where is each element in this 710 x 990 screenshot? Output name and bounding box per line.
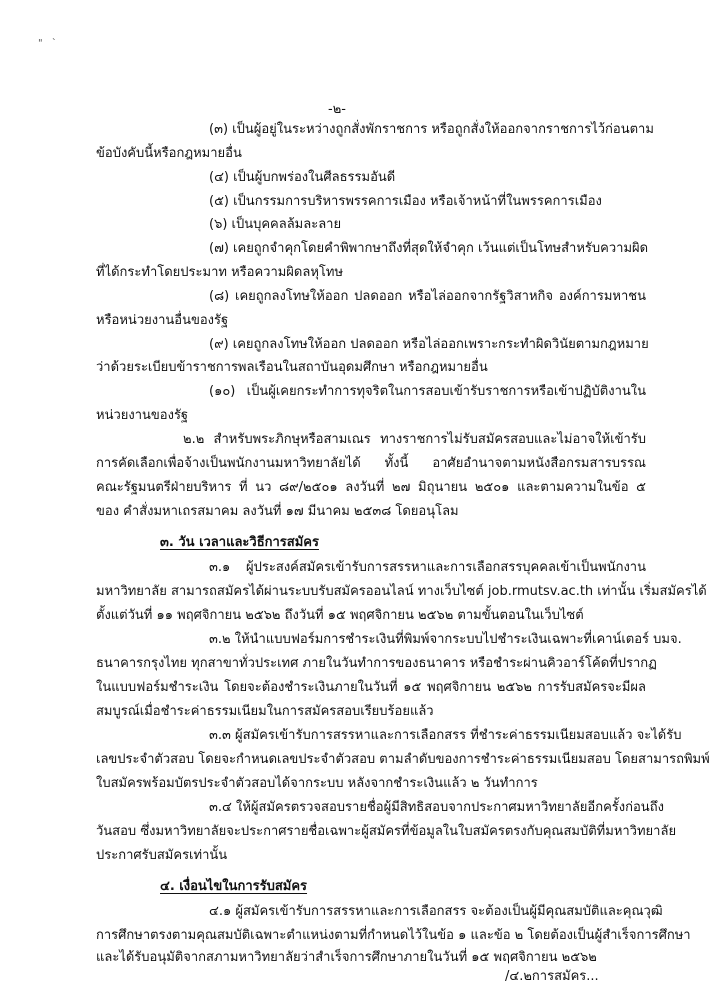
clause-2-2-line-2: การคัดเลือกเพื่อจ้างเป็นพนักงานมหาวิทยาลัยได้ ทั้งนี้ อาศัยอำนาจตามหนังสือกรมสารบรรณ xyxy=(96,456,646,471)
clause-4-1-line-1: ๔.๑ ผู้สมัครเข้ารับการสรรหาและการเลือกสรร จะต้องเป็นผู้มีคุณสมบัติและคุณวุฒิ xyxy=(209,904,663,919)
clause-3-3-line-2: เลขประจำตัวสอบ โดยจะกำหนดเลขประจำตัวสอบ ตามลำดับของการชำระค่าธรรมเนียมสอบ โดยสามารถพิมพ์ xyxy=(96,752,710,767)
clause-2-2-line-1: ๒.๒ สำหรับพระภิกษุหรือสามเณร ทางราชการไม่รับสมัครสอบและไม่อาจให้เข้ารับ xyxy=(183,432,646,447)
clause-2-2-line-3: คณะรัฐมนตรีฝ่ายบริหาร ที่ นว ๘๙/๒๕๐๑ ลงวันที่ ๒๗ มิถุนายน ๒๕๐๑ และตามความในข้อ ๕ xyxy=(96,480,646,495)
clause-3-4-line-2: วันสอบ ซึ่งมหาวิทยาลัยจะประกาศรายชื่อเฉพาะผู้สมัครที่ข้อมูลในใบสมัครตรงกับคุณสมบัติที่มหาวิทยาลัย xyxy=(96,824,677,839)
clause-3-3-line-3: ใบสมัครพร้อมบัตรประจำตัวสอบได้จากระบบ หลังจากชำระเงินแล้ว ๒ วันทำการ xyxy=(96,776,538,791)
item-6: (๖) เป็นบุคคลล้มละลาย xyxy=(209,217,342,232)
item-10-line-1: (๑๐) เป็นผู้เคยกระทำการทุจริตในการสอบเข้ารับราชการหรือเข้าปฏิบัติงานใน xyxy=(209,384,646,399)
clause-4-1-line-2: การศึกษาตรงตามคุณสมบัติเฉพาะตำแหน่งตามที่กำหนดไว้ในข้อ ๑ และข้อ ๒ โดยต้องเป็นผู้สำเร็จการศึกษา xyxy=(96,928,691,943)
scan-corner-mark: " ` xyxy=(38,38,60,49)
clause-3-1-line-2: มหาวิทยาลัย สามารถสมัครได้ผ่านระบบรับสมัครออนไลน์ ทางเว็บไซต์ job.rmutsv.ac.th เท่านั้น เริ่มสมัครได้ xyxy=(96,584,707,599)
clause-3-1-line-3: ตั้งแต่วันที่ ๑๑ พฤศจิกายน ๒๕๖๒ ถึงวันที่ ๑๕ พฤศจิกายน ๒๕๖๒ ตามขั้นตอนในเว็บไซต์ xyxy=(96,608,584,623)
continuation-marker: /๔.๒การสมัคร... xyxy=(505,969,599,984)
clause-3-2-line-3: ในแบบฟอร์มชำระเงิน โดยจะต้องชำระเงินภายในวันที่ ๑๕ พฤศจิกายน ๒๕๖๒ การรับสมัครจะมีผล xyxy=(96,680,646,695)
clause-4-1-line-3: และได้รับอนุมัติจากสภามหาวิทยาลัยว่าสำเร็จการศึกษาภายในวันที่ ๑๕ พฤศจิกายน ๒๕๖๒ xyxy=(96,950,597,965)
item-8-line-1: (๘) เคยถูกลงโทษให้ออก ปลดออก หรือไล่ออกจากรัฐวิสาหกิจ องค์การมหาชน xyxy=(209,289,646,304)
section-4-heading: ๔. เงื่อนไขในการรับสมัคร xyxy=(160,879,308,894)
clause-3-1-line-1: ๓.๑ ผู้ประสงค์สมัครเข้ารับการสรรหาและการเลือกสรรบุคคลเข้าเป็นพนักงาน xyxy=(209,560,646,575)
clause-3-4-line-1: ๓.๔ ให้ผู้สมัครตรวจสอบรายชื่อผู้มีสิทธิสอบจากประกาศมหาวิทยาลัยอีกครั้งก่อนถึง xyxy=(209,800,664,815)
section-3-heading: ๓. วัน เวลาและวิธีการสมัคร xyxy=(160,535,319,550)
clause-3-4-line-3: ประกาศรับสมัครเท่านั้น xyxy=(96,848,228,863)
item-9-line-1: (๙) เคยถูกลงโทษให้ออก ปลดออก หรือไล่ออกเพราะกระทำผิดวินัยตามกฎหมาย xyxy=(209,337,649,352)
item-4: (๔) เป็นผู้บกพร่องในศีลธรรมอันดี xyxy=(209,170,396,185)
item-5: (๕) เป็นกรรมการบริหารพรรคการเมือง หรือเจ้าหน้าที่ในพรรคการเมือง xyxy=(209,194,602,209)
item-10-line-2: หน่วยงานของรัฐ xyxy=(96,408,189,423)
page-number: -๒- xyxy=(328,102,346,117)
clause-3-2-line-2: ธนาคารกรุงไทย ทุกสาขาทั่วประเทศ ภายในวันทำการของธนาคาร หรือชำระผ่านคิวอาร์โค้ดที่ปรากฏ xyxy=(96,656,657,671)
item-3-line-2: ข้อบังคับนี้หรือกฎหมายอื่น xyxy=(96,146,242,161)
item-9-line-2: ว่าด้วยระเบียบข้าราชการพลเรือนในสถาบันอุดมศึกษา หรือกฎหมายอื่น xyxy=(96,360,488,375)
item-3-line-1: (๓) เป็นผู้อยู่ในระหว่างถูกสั่งพักราชการ หรือถูกสั่งให้ออกจากราชการไว้ก่อนตาม xyxy=(209,122,654,137)
clause-3-2-line-1: ๓.๒ ให้นำแบบฟอร์มการชำระเงินที่พิมพ์จากระบบไปชำระเงินเฉพาะที่เคาน์เตอร์ บมจ. xyxy=(209,632,682,647)
clause-3-3-line-1: ๓.๓ ผู้สมัครเข้ารับการสรรหาและการเลือกสรร ที่ชำระค่าธรรมเนียมสอบแล้ว จะได้รับ xyxy=(209,728,682,743)
clause-2-2-line-4: ของ คำสั่งมหาเถรสมาคม ลงวันที่ ๑๗ มีนาคม ๒๕๓๘ โดยอนุโลม xyxy=(96,504,459,519)
item-7-line-2: ที่ได้กระทำโดยประมาท หรือความผิดลหุโทษ xyxy=(96,265,344,280)
clause-3-2-line-4: สมบูรณ์เมื่อชำระค่าธรรมเนียมในการสมัครสอบเรียบร้อยแล้ว xyxy=(96,704,434,719)
item-7-line-1: (๗) เคยถูกจำคุกโดยคำพิพากษาถึงที่สุดให้จำคุก เว้นแต่เป็นโทษสำหรับความผิด xyxy=(209,241,649,256)
item-8-line-2: หรือหน่วยงานอื่นของรัฐ xyxy=(96,313,229,328)
